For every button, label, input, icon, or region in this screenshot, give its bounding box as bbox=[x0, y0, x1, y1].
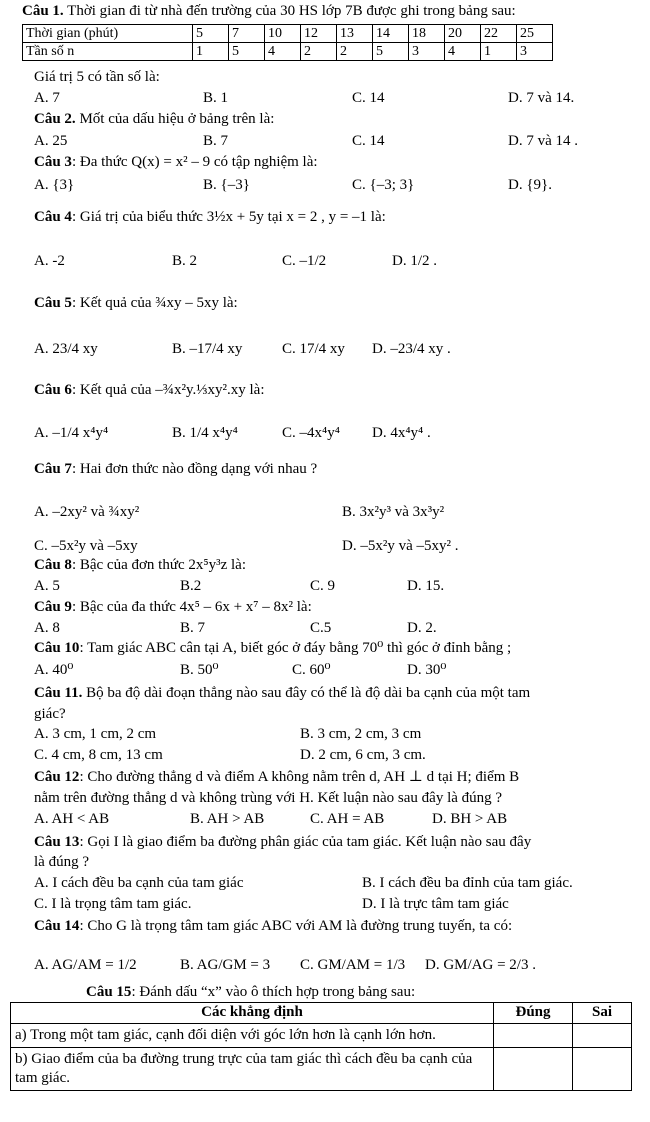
q12-option-d[interactable]: D. BH > AB bbox=[432, 811, 508, 827]
q14-option-d[interactable]: D. GM/AG = 2/3 . bbox=[425, 957, 536, 973]
true-checkbox-b[interactable] bbox=[494, 1048, 573, 1091]
header-statements: Các khẳng định bbox=[11, 1003, 494, 1024]
q7-option-c[interactable]: C. –5x²y và –5xy bbox=[34, 538, 138, 554]
q14-label: Câu 14 bbox=[34, 918, 80, 934]
table-row bbox=[11, 1024, 632, 1048]
q6-text: : Kết quả của –¾x²y.⅓xy².xy là: bbox=[71, 382, 265, 398]
q1-option-a[interactable]: A. 7 bbox=[34, 90, 60, 106]
table-cell: 2 bbox=[337, 43, 373, 61]
q4-text: : Giá trị của biểu thức 3½x + 5y tại x = 2 , y = –1 là: bbox=[71, 209, 386, 225]
q14-option-c[interactable]: C. GM/AM = 1/3 bbox=[300, 957, 406, 973]
table-cell: 5 bbox=[193, 25, 229, 43]
statement-a: a) Trong một tam giác, cạnh đối diện với góc lớn hơn là cạnh lớn hơn. bbox=[11, 1024, 494, 1048]
q1-option-c[interactable]: C. 14 bbox=[352, 90, 385, 106]
q13-option-b[interactable]: B. I cách đều ba đỉnh của tam giác. bbox=[362, 875, 573, 891]
q4-label: Câu 4 bbox=[34, 209, 72, 225]
q14-line bbox=[34, 917, 512, 936]
table-cell: 13 bbox=[337, 25, 373, 43]
q8-line bbox=[34, 556, 246, 575]
table-cell: 1 bbox=[481, 43, 517, 61]
q10-option-a[interactable]: A. 40⁰ bbox=[34, 662, 74, 678]
q9-option-d[interactable]: D. 2. bbox=[407, 620, 437, 636]
q11-option-c[interactable]: C. 4 cm, 8 cm, 13 cm bbox=[34, 747, 163, 763]
table-header-row bbox=[11, 1003, 632, 1024]
table-cell: 10 bbox=[265, 25, 301, 43]
table-cell: 22 bbox=[481, 25, 517, 43]
q10-option-c[interactable]: C. 60⁰ bbox=[292, 662, 331, 678]
q13-label: Câu 13 bbox=[34, 834, 80, 850]
q9-option-c[interactable]: C.5 bbox=[310, 620, 332, 636]
q10-option-b[interactable]: B. 50⁰ bbox=[180, 662, 219, 678]
q9-text: : Bậc của đa thức 4x⁵ – 6x + x⁷ – 8x² là: bbox=[71, 599, 312, 615]
q8-text: : Bậc của đơn thức 2x⁵y³z là: bbox=[71, 557, 247, 573]
header-true: Đúng bbox=[494, 1003, 573, 1024]
table-cell: 12 bbox=[301, 25, 337, 43]
q1-option-b[interactable]: B. 1 bbox=[203, 90, 229, 106]
q5-line bbox=[34, 294, 238, 313]
q11-label: Câu 11. bbox=[34, 685, 83, 701]
q5-option-d[interactable]: D. –23/4 xy . bbox=[372, 341, 451, 357]
true-false-table bbox=[10, 1002, 632, 1091]
q12-option-a[interactable]: A. AH < AB bbox=[34, 811, 110, 827]
q6-option-b[interactable]: B. 1/4 x⁴y⁴ bbox=[172, 425, 238, 441]
false-checkbox-b[interactable] bbox=[573, 1048, 632, 1091]
row-label: Thời gian (phút) bbox=[23, 25, 193, 43]
q3-option-c[interactable]: C. {–3; 3} bbox=[352, 177, 415, 193]
q13-option-d[interactable]: D. I là trực tâm tam giác bbox=[362, 896, 509, 912]
statement-b: b) Giao điểm của ba đường trung trực của tam giác thì cách đều ba cạnh của tam giác. bbox=[11, 1048, 494, 1091]
q3-text: : Đa thức Q(x) = x² – 9 có tập nghiệm là: bbox=[71, 154, 318, 170]
header-false: Sai bbox=[573, 1003, 632, 1024]
q3-option-a[interactable]: A. {3} bbox=[34, 177, 75, 193]
q12-label: Câu 12 bbox=[34, 769, 80, 785]
q7-option-d[interactable]: D. –5x²y và –5xy² . bbox=[342, 538, 459, 554]
q13-text-cont: là đúng ? bbox=[34, 854, 89, 870]
q1-question: Giá trị 5 có tần số là: bbox=[34, 69, 160, 85]
q12-text: : Cho đường thẳng d và điểm A không nằm trên d, AH ⊥ d tại H; điểm B bbox=[79, 769, 520, 785]
table-cell: 4 bbox=[445, 43, 481, 61]
table-cell: 4 bbox=[265, 43, 301, 61]
q10-option-d[interactable]: D. 30⁰ bbox=[407, 662, 447, 678]
q3-line bbox=[34, 153, 318, 172]
q3-label: Câu 3 bbox=[34, 154, 72, 170]
table-cell: 2 bbox=[301, 43, 337, 61]
false-checkbox-a[interactable] bbox=[573, 1024, 632, 1048]
q3-option-d[interactable]: D. {9}. bbox=[508, 177, 552, 193]
q4-option-a[interactable]: A. -2 bbox=[34, 253, 65, 269]
frequency-table bbox=[22, 24, 553, 61]
q14-text: : Cho G là trọng tâm tam giác ABC với AM là đường trung tuyến, ta có: bbox=[79, 918, 513, 934]
q8-label: Câu 8 bbox=[34, 557, 72, 573]
table-row-time bbox=[23, 25, 553, 43]
q11-option-d[interactable]: D. 2 cm, 6 cm, 3 cm. bbox=[300, 747, 426, 763]
q10-text: : Tam giác ABC cân tại A, biết góc ở đáy bằng 70⁰ thì góc ở đỉnh bằng ; bbox=[79, 640, 512, 656]
q5-option-a[interactable]: A. 23/4 xy bbox=[34, 341, 98, 357]
q4-option-d[interactable]: D. 1/2 . bbox=[392, 253, 437, 269]
q5-option-b[interactable]: B. –17/4 xy bbox=[172, 341, 243, 357]
q13-option-c[interactable]: C. I là trọng tâm tam giác. bbox=[34, 896, 192, 912]
q3-option-b[interactable]: B. {–3} bbox=[203, 177, 250, 193]
q13-line bbox=[34, 833, 531, 852]
table-cell: 14 bbox=[373, 25, 409, 43]
q14-option-a[interactable]: A. AG/AM = 1/2 bbox=[34, 957, 137, 973]
q11-text: Bộ ba độ dài đoạn thẳng nào sau đây có thể là độ dài ba cạnh của một tam bbox=[86, 685, 531, 701]
q15-label: Câu 15 bbox=[86, 984, 132, 1000]
q2-option-a[interactable]: A. 25 bbox=[34, 133, 68, 149]
q12-line bbox=[34, 768, 519, 787]
q11-text-cont: giác? bbox=[34, 706, 66, 722]
q11-option-b[interactable]: B. 3 cm, 2 cm, 3 cm bbox=[300, 726, 422, 742]
q15-line bbox=[86, 983, 415, 1002]
q1-option-d[interactable]: D. 7 và 14. bbox=[508, 90, 575, 106]
q7-label: Câu 7 bbox=[34, 461, 72, 477]
q6-line bbox=[34, 381, 265, 400]
q10-label: Câu 10 bbox=[34, 640, 80, 656]
row-label: Tần số n bbox=[23, 43, 193, 61]
q8-option-d[interactable]: D. 15. bbox=[407, 578, 445, 594]
q13-option-a[interactable]: A. I cách đều ba cạnh của tam giác bbox=[34, 875, 244, 891]
q2-option-c[interactable]: C. 14 bbox=[352, 133, 385, 149]
q2-line bbox=[34, 110, 274, 129]
table-cell: 7 bbox=[229, 25, 265, 43]
q12-option-c[interactable]: C. AH = AB bbox=[310, 811, 385, 827]
q2-label: Câu 2. bbox=[34, 111, 76, 127]
table-cell: 20 bbox=[445, 25, 481, 43]
q6-option-a[interactable]: A. –1/4 x⁴y⁴ bbox=[34, 425, 109, 441]
q8-option-c[interactable]: C. 9 bbox=[310, 578, 336, 594]
q2-text: Mốt của dấu hiệu ở bảng trên là: bbox=[79, 111, 275, 127]
table-row bbox=[11, 1048, 632, 1091]
q9-option-b[interactable]: B. 7 bbox=[180, 620, 206, 636]
q15-text: : Đánh dấu “x” vào ô thích hợp trong bảng sau: bbox=[131, 984, 416, 1000]
q12-option-b[interactable]: B. AH > AB bbox=[190, 811, 265, 827]
table-cell: 18 bbox=[409, 25, 445, 43]
q4-option-b[interactable]: B. 2 bbox=[172, 253, 198, 269]
table-cell: 5 bbox=[373, 43, 409, 61]
q2-option-d[interactable]: D. 7 và 14 . bbox=[508, 133, 578, 149]
q9-line bbox=[34, 598, 312, 617]
table-cell: 5 bbox=[229, 43, 265, 61]
table-cell: 1 bbox=[193, 43, 229, 61]
q4-option-c[interactable]: C. –1/2 bbox=[282, 253, 327, 269]
true-checkbox-a[interactable] bbox=[494, 1024, 573, 1048]
q7-text: : Hai đơn thức nào đồng dạng với nhau ? bbox=[71, 461, 318, 477]
q4-line bbox=[34, 208, 386, 227]
q5-text: : Kết quả của ¾xy – 5xy là: bbox=[71, 295, 238, 311]
q5-label: Câu 5 bbox=[34, 295, 72, 311]
q7-option-a[interactable]: A. –2xy² và ¾xy² bbox=[34, 504, 140, 520]
q13-text: : Gọi I là giao điểm ba đường phân giác của tam giác. Kết luận nào sau đây bbox=[79, 834, 532, 850]
q7-line bbox=[34, 460, 317, 479]
table-row-frequency bbox=[23, 43, 553, 61]
q9-label: Câu 9 bbox=[34, 599, 72, 615]
q2-option-b[interactable]: B. 7 bbox=[203, 133, 229, 149]
q8-option-a[interactable]: A. 5 bbox=[34, 578, 60, 594]
q9-option-a[interactable]: A. 8 bbox=[34, 620, 60, 636]
q1-label: Câu 1. bbox=[22, 3, 64, 19]
table-cell: 3 bbox=[409, 43, 445, 61]
q1-line bbox=[22, 2, 516, 21]
q14-option-b[interactable]: B. AG/GM = 3 bbox=[180, 957, 271, 973]
table-cell: 25 bbox=[517, 25, 553, 43]
table-cell: 3 bbox=[517, 43, 553, 61]
q6-label: Câu 6 bbox=[34, 382, 72, 398]
q11-line bbox=[34, 684, 530, 703]
q7-option-b[interactable]: B. 3x²y³ và 3x³y² bbox=[342, 504, 445, 520]
q6-option-c[interactable]: C. –4x⁴y⁴ bbox=[282, 425, 340, 441]
q5-option-c[interactable]: C. 17/4 xy bbox=[282, 341, 345, 357]
q6-option-d[interactable]: D. 4x⁴y⁴ . bbox=[372, 425, 431, 441]
q8-option-b[interactable]: B.2 bbox=[180, 578, 202, 594]
q1-text: Thời gian đi từ nhà đến trường của 30 HS lớp 7B được ghi trong bảng sau: bbox=[67, 3, 516, 19]
q11-option-a[interactable]: A. 3 cm, 1 cm, 2 cm bbox=[34, 726, 157, 742]
q12-text-cont: nằm trên đường thẳng d và không trùng với H. Kết luận nào sau đây là đúng ? bbox=[34, 790, 503, 806]
q10-line bbox=[34, 639, 511, 658]
